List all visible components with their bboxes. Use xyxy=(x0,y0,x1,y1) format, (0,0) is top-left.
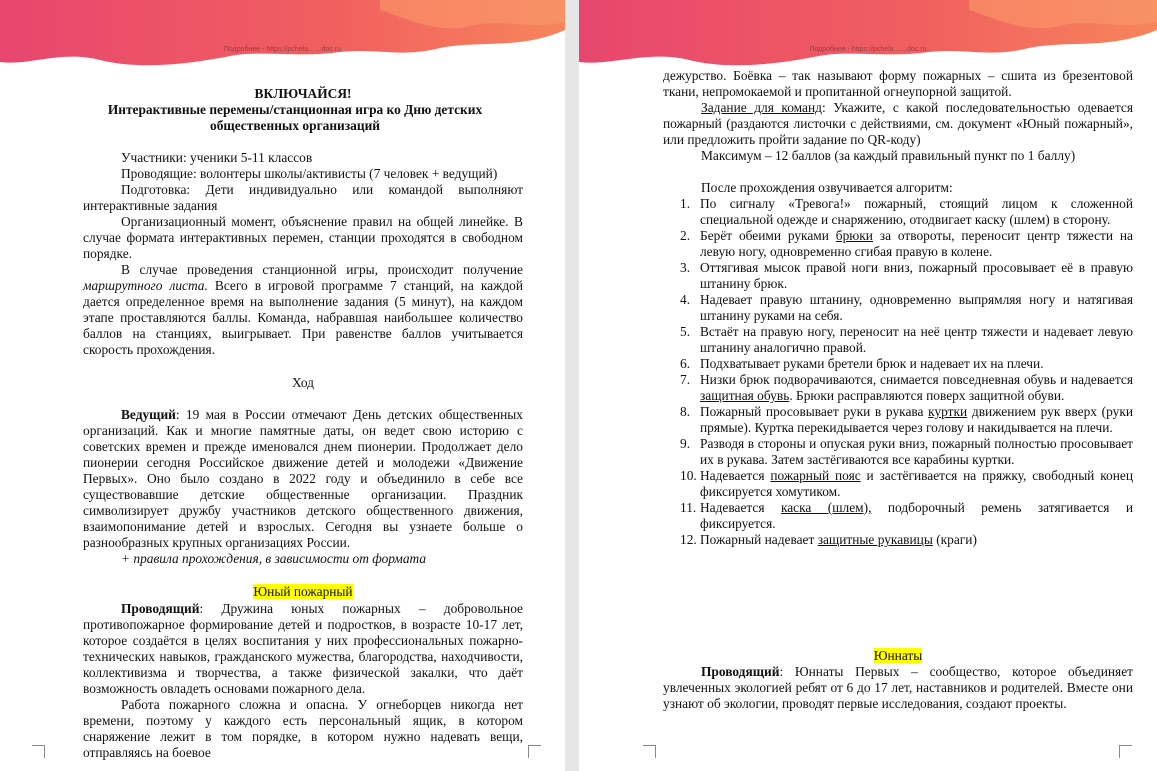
algorithm-step xyxy=(663,532,1133,548)
presenter-label: Проводящий xyxy=(701,664,780,679)
page-corner-mark xyxy=(643,745,656,758)
algorithm-step xyxy=(663,260,1133,292)
document-subtitle: Интерактивные перемены/станционная игра ко Дню детских общественных организаций xyxy=(107,102,483,133)
station-game-text-start: В случае проведения станционной игры, происходит получение xyxy=(121,262,523,277)
preparation-paragraph: Подготовка: Дети индивидуально или командой выполняют интерактивные задания xyxy=(83,182,523,213)
step-number: 5. xyxy=(680,324,691,339)
step-number: 3. xyxy=(680,260,691,275)
algorithm-step xyxy=(663,500,1133,532)
step-number: 2. xyxy=(680,228,691,243)
step-text: Берёт обеими руками xyxy=(700,228,836,243)
step-text: Разводя в стороны и опуская руки вниз, пожарный полностью просовывает их в рукава. Затем застёгиваются все карабины куртки. xyxy=(700,436,1133,467)
step-number: 9. xyxy=(680,436,691,451)
body-text-right-2 xyxy=(663,664,1133,712)
algorithm-step xyxy=(663,292,1133,324)
step-number: 4. xyxy=(680,292,691,307)
step-text: Встаёт на правую ногу, переносит на неё центр тяжести и надевает левую штанину аналогично правой. xyxy=(700,324,1133,355)
step-number: 7. xyxy=(680,372,691,387)
page-corner-mark xyxy=(32,745,45,758)
header-link[interactable]: Подробнее - https://pchela... ...doc.ru xyxy=(809,46,927,53)
station-game-paragraph xyxy=(83,262,523,358)
organization-paragraph: Организационный момент, объяснение правил на общей линейке. В случае формата интерактивных перемен, станции проходятся в свободном порядке. xyxy=(83,214,523,261)
step-equipment-term: куртки xyxy=(928,404,968,419)
step-text-end: (краги) xyxy=(932,532,977,547)
page-corner-mark xyxy=(528,745,541,758)
step-text: Низки брюк подворачиваются, снимается повседневная обувь и надевается xyxy=(700,372,1133,387)
header-decoration xyxy=(0,0,565,72)
rules-note: + правила прохождения, в зависимости от формата xyxy=(121,551,427,566)
step-text-end: движением рук вверх (руки прямые). Куртка перекидывается через голову и накидывается на плечи. xyxy=(700,404,1133,435)
fireman-intro-text: : Дружина юных пожарных – добровольное противопожарное формирование детей и подростков, в возрасте 10-17 лет, которое создаётся в целях воспитания у них профессиональных пожарно-технических навыков, гражданского мужества, благородства, находчивости, коллективизма и творчества, а также физической закалки, что даёт возможность овладеть основами пожарного дела. xyxy=(83,601,523,696)
section-heading-naturalists xyxy=(663,648,1133,664)
step-number: 11. xyxy=(680,500,697,515)
step-text: Надевается xyxy=(700,468,771,483)
section-heading-fireman xyxy=(83,584,523,600)
algorithm-step xyxy=(663,436,1133,468)
step-text: Подхватывает руками бретели брюк и надевает их на плечи. xyxy=(700,356,1044,371)
step-equipment-term: защитные рукавицы xyxy=(817,532,933,547)
algorithm-intro: После прохождения озвучивается алгоритм: xyxy=(701,180,953,195)
host-speech-text: : 19 мая в России отмечают День детских общественных организаций. Как и многие памятные даты, он ведет свою историю с советских времен и прежде именовался днем пионерии. Продолжает дело пионерии сегодня Российское движение детей и молодежи «Движение Первых». Оно было создано в 2022 году и объединило в себе все существовавшие детские общественные организации. Праздник символизирует дружбу участников детского общественного движения, взаимопонимание детей и взрослых. Сегодня вы узнаете больше о разнообразных крупных организациях России. xyxy=(83,407,523,550)
body-text-left xyxy=(83,150,523,358)
algorithm-step xyxy=(663,324,1133,356)
section-heading-hod: Ход xyxy=(292,375,314,390)
step-text: По сигналу «Тревога!» пожарный, стоящий лицом к сложенной специальной одежде и снаряжению, отодвигает каску (шлем) в сторону. xyxy=(700,196,1133,227)
step-text-end: и застёгивается на пряжку, свободный конец фиксируется хомутиком. xyxy=(700,468,1133,499)
step-text-end: подборочный ремень затягивается и фиксируется. xyxy=(700,500,1133,531)
station-game-text-end: Всего в игровой программе 7 станций, на каждой дается определенное время на выполнение задания (5 минут), на каждом этапе проставляются баллы. Команда, набравшая наибольшее количество баллов на станциях, выигрывает. При равенстве баллов учитывается скорость прохождения. xyxy=(83,278,523,357)
hosts-paragraph: Проводящие: волонтеры школы/активисты (7 человек + ведущий) xyxy=(121,166,498,181)
document-page-left xyxy=(0,0,565,771)
algorithm-step xyxy=(663,372,1133,404)
fireman-intro-paragraph xyxy=(83,601,523,697)
algorithm-steps-list xyxy=(663,196,1133,548)
section-title-naturalists: Юннаты xyxy=(873,648,923,663)
step-text: Пожарный просовывает руки в рукава xyxy=(700,404,929,419)
host-speech-paragraph xyxy=(83,407,523,551)
participants-paragraph: Участники: ученики 5-11 классов xyxy=(121,150,313,165)
step-text-end: за отвороты, переносит центр тяжести на левую ногу, одновременно сгибая правую в колене. xyxy=(700,228,1133,259)
step-text: Надевает правую штанину, одновременно выпрямляя ногу и натягивая штанину руками на себя. xyxy=(700,292,1133,323)
task-text: : Укажите, с какой последовательностью одевается пожарный (раздаются листочки с действиями, см. документ «Юный пожарный», или предложить пройти задание по QR-коду) xyxy=(663,100,1133,147)
page-corner-mark xyxy=(1119,745,1132,758)
max-score-paragraph: Максимум – 12 баллов (за каждый правильный пункт по 1 баллу) xyxy=(701,148,1076,163)
step-number: 10. xyxy=(680,468,697,483)
step-equipment-term: пожарный пояс xyxy=(770,468,861,483)
fireman-work-paragraph: Работа пожарного сложна и опасна. У огнеборцев никогда нет времени, поэтому у каждого есть персональный ящик, в котором снаряжение лежит в том порядке, в котором нужно надевать вещи, отправляясь на боевое xyxy=(83,697,523,760)
body-text-left-2 xyxy=(83,407,523,567)
step-text: Оттягивая мысок правой ноги вниз, пожарный просовывает её в правую штанину брюк. xyxy=(700,260,1133,291)
step-number: 12. xyxy=(680,532,697,547)
task-paragraph xyxy=(663,100,1133,148)
task-label: Задание для команд xyxy=(701,100,822,115)
step-text-end: . Брюки расправляются поверх защитной обуви. xyxy=(789,388,1065,403)
document-page-right xyxy=(579,0,1157,771)
step-number: 8. xyxy=(680,404,691,419)
uniform-paragraph: дежурство. Боёвка – так называют форму пожарных – сшита из брезентовой ткани, непромокаемой и пропитанной огнеупорной защитой. xyxy=(663,68,1133,99)
step-number: 6. xyxy=(680,356,691,371)
step-equipment-term: защитная обувь xyxy=(700,388,790,403)
naturalists-paragraph xyxy=(663,664,1133,712)
header-link[interactable]: Подробнее - https://pchela... ...doc.ru xyxy=(223,46,342,53)
algorithm-step xyxy=(663,228,1133,260)
body-text-right xyxy=(663,68,1133,548)
step-text: Надевается xyxy=(700,500,781,515)
header-decoration xyxy=(579,0,1157,72)
step-text: Пожарный надевает xyxy=(700,532,818,547)
algorithm-step xyxy=(663,196,1133,228)
document-title: ВКЛЮЧАЙСЯ! xyxy=(254,86,352,101)
route-sheet-term: маршрутного листа. xyxy=(83,278,208,293)
body-text-left-3 xyxy=(83,601,523,761)
page-gap xyxy=(565,0,579,771)
presenter-label: Проводящий xyxy=(121,601,200,616)
step-number: 1. xyxy=(680,196,691,211)
naturalists-text: : Юннаты Первых – сообщество, которое объединяет увлеченных экологией ребят от 6 до 17 лет, наставников и родителей. Вместе они узнают об экологии, проводят первые исследования, создают проекты. xyxy=(663,664,1133,711)
step-equipment-term: каска (шлем), xyxy=(780,500,872,515)
section-title-fireman: Юный пожарный xyxy=(253,584,353,599)
algorithm-step xyxy=(663,356,1133,372)
host-label: Ведущий xyxy=(121,407,176,422)
algorithm-step xyxy=(663,468,1133,500)
algorithm-step xyxy=(663,404,1133,436)
step-equipment-term: брюки xyxy=(835,228,873,243)
